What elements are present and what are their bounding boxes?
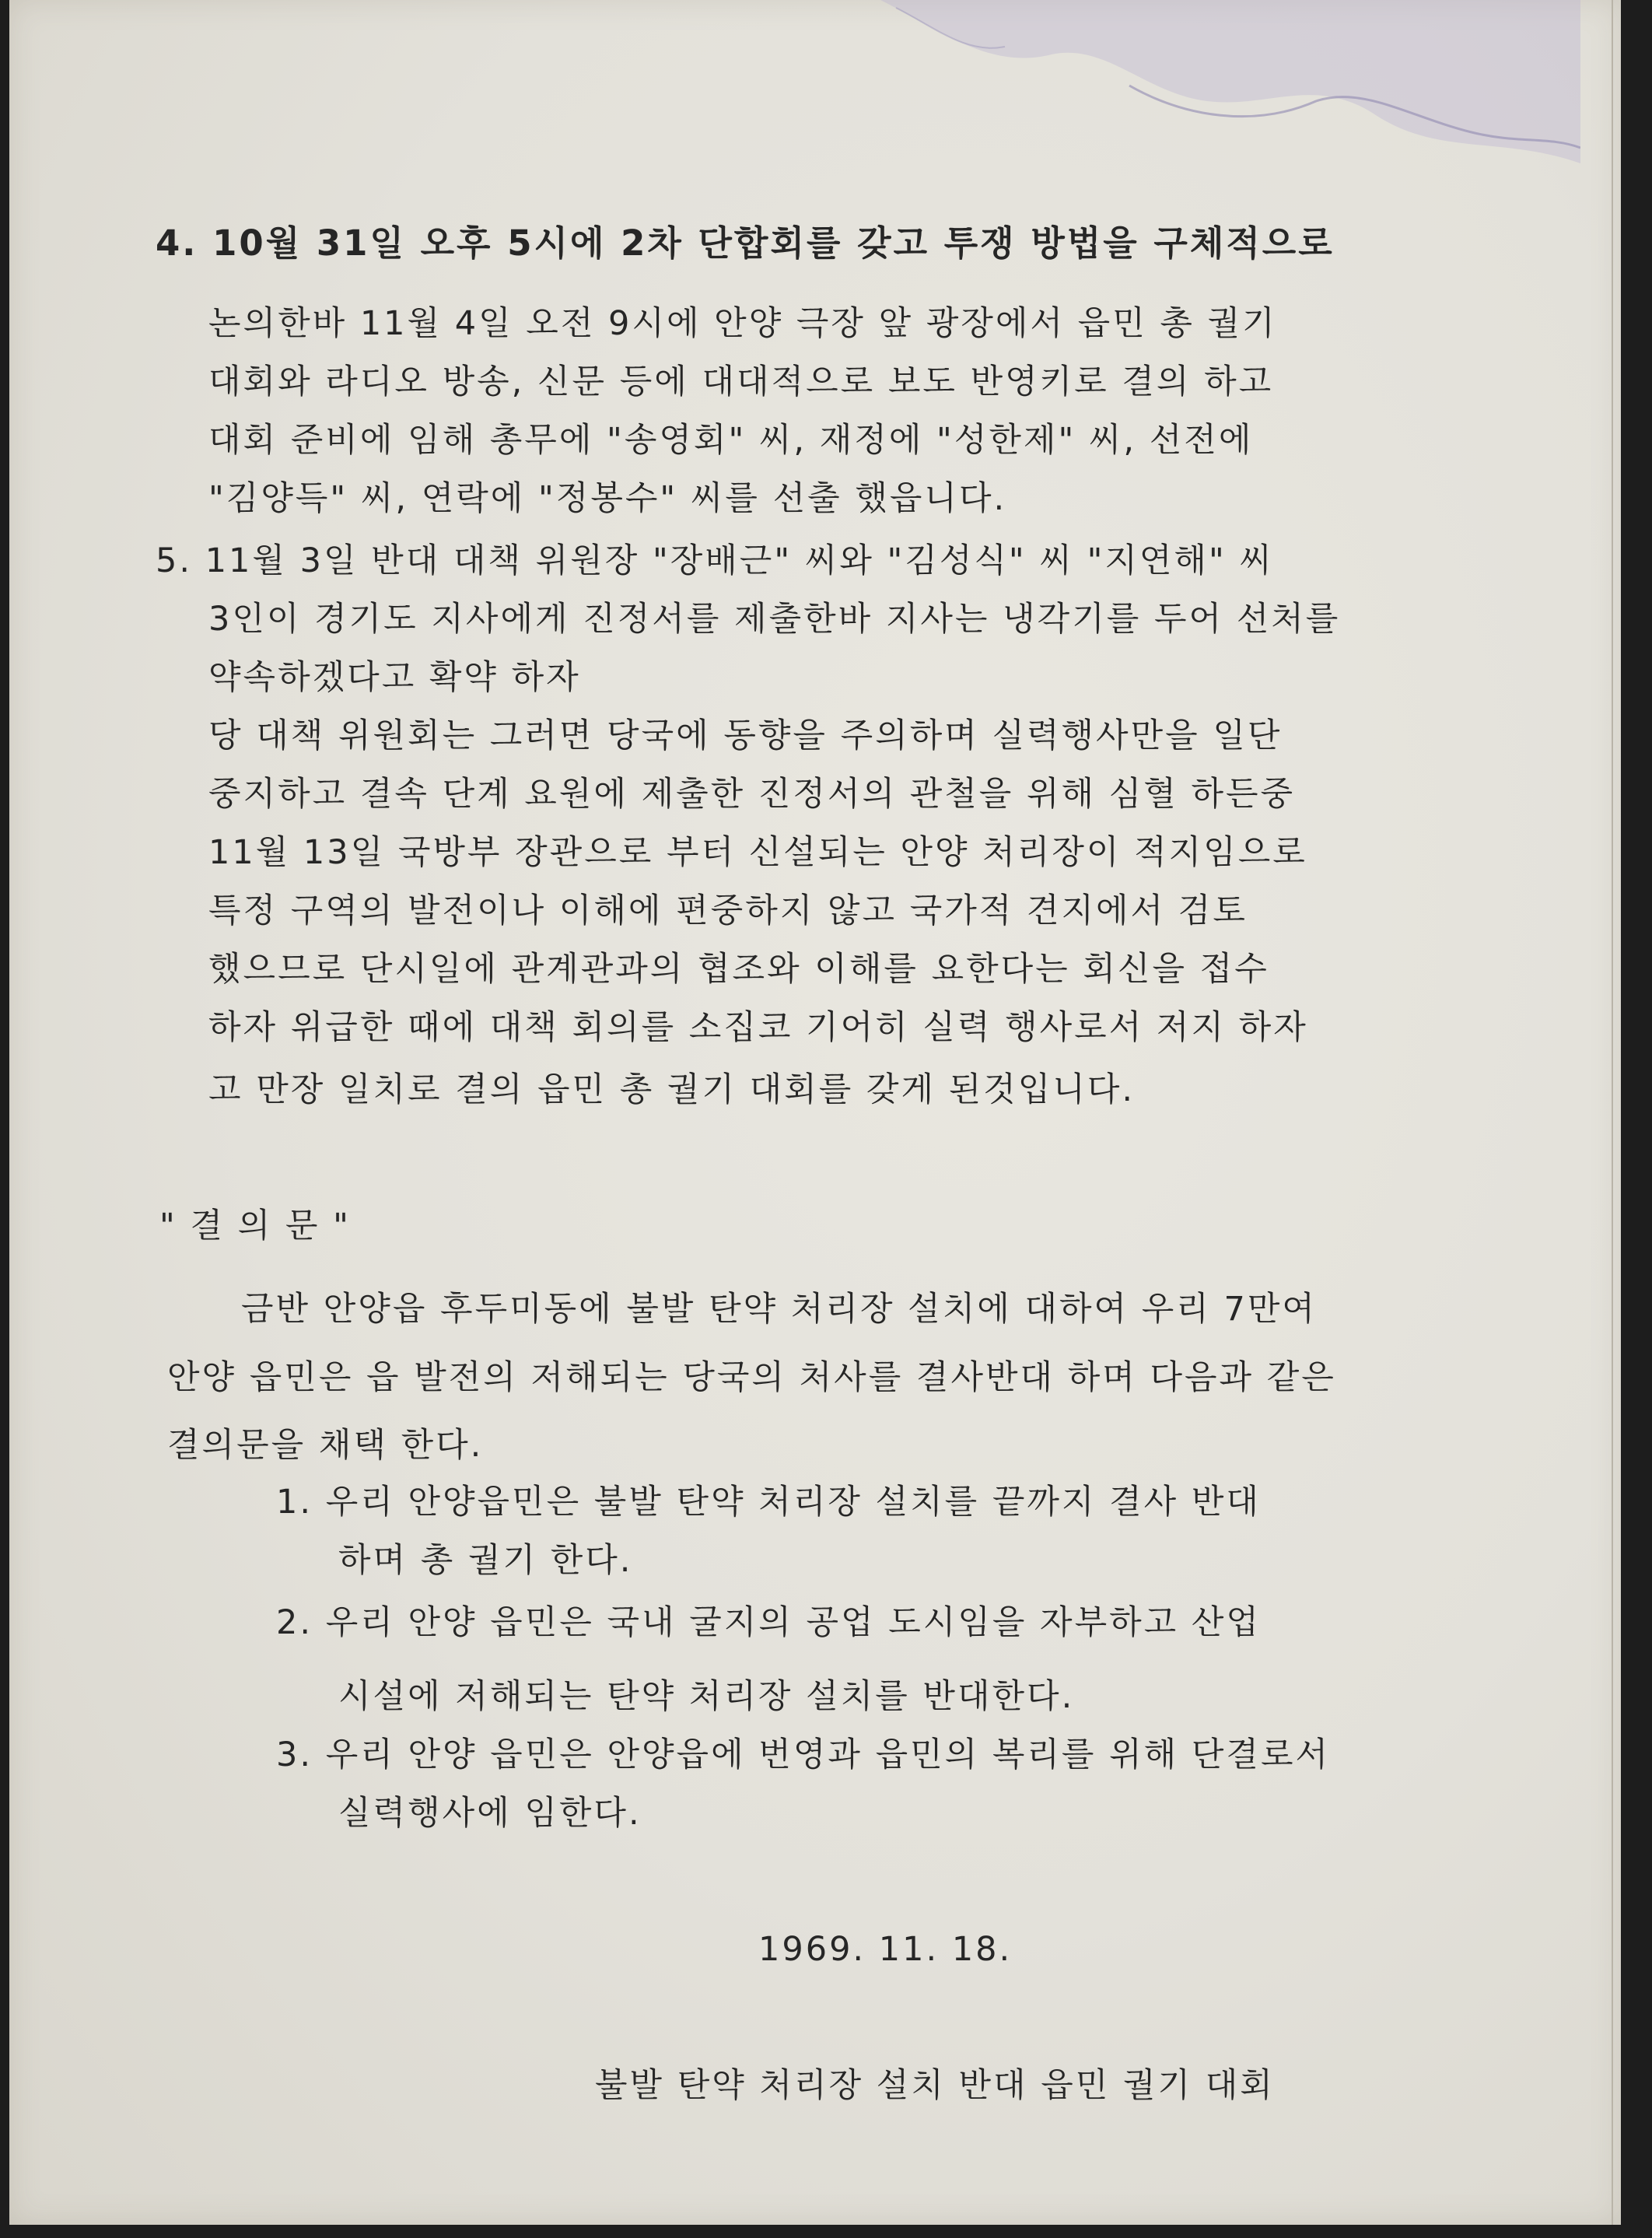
section-5-line-9: 하자 위급한 때에 대책 회의를 소집코 기어히 실력 행사로서 저지 하자	[208, 1008, 1308, 1047]
resolution-title: " 결 의 문 "	[159, 1207, 351, 1245]
resolution-item-3-line-2: 실력행사에 임한다.	[338, 1794, 642, 1833]
paper-edge	[1612, 0, 1613, 2225]
section-4-line-4: 대회 준비에 임해 총무에 "송영회" 씨, 재정에 "성한제" 씨, 선전에	[208, 421, 1254, 460]
section-4-line-2: 논의한바 11월 4일 오전 9시에 안양 극장 앞 광장에서 읍민 총 궐기	[208, 304, 1277, 343]
resolution-item-2-line-1: 2. 우리 안양 읍민은 국내 굴지의 공업 도시임을 자부하고 산업	[276, 1603, 1261, 1642]
resolution-signature: 불발 탄약 처리장 설치 반대 읍민 궐기 대회	[595, 2066, 1275, 2105]
section-5-line-8: 했으므로 단시일에 관계관과의 협조와 이해를 요한다는 회신을 접수	[208, 950, 1269, 989]
resolution-date: 1969. 11. 18.	[758, 1930, 1013, 1969]
section-5-line-2: 3인이 경기도 지사에게 진정서를 제출한바 지사는 냉각기를 두어 선처를	[208, 600, 1341, 639]
section-5-line-4: 당 대책 위원회는 그러면 당국에 동향을 주의하며 실력행사만을 일단	[208, 716, 1283, 755]
ink-stain	[849, 0, 1580, 179]
section-5-line-5: 중지하고 결속 단계 요원에 제출한 진정서의 관철을 위해 심혈 하든중	[208, 775, 1296, 814]
section-4-line-5: "김양득" 씨, 연락에 "정봉수" 씨를 선출 했읍니다.	[208, 479, 1007, 518]
section-4-line-1: 4. 10월 31일 오후 5시에 2차 단합회를 갖고 투쟁 방법을 구체적으로	[156, 222, 1335, 264]
section-5-line-3: 약속하겠다고 확약 하자	[208, 658, 581, 697]
section-5-line-10: 고 만장 일치로 결의 읍민 총 궐기 대회를 갖게 된것입니다.	[208, 1070, 1136, 1109]
resolution-item-1-line-1: 1. 우리 안양읍민은 불발 탄약 처리장 설치를 끝까지 결사 반대	[276, 1483, 1261, 1522]
resolution-intro-line-2: 안양 읍민은 읍 발전의 저해되는 당국의 처사를 결사반대 하며 다음과 같은	[167, 1358, 1336, 1397]
resolution-intro-line-3: 결의문을 채택 한다.	[167, 1426, 484, 1465]
section-5-line-1: 5. 11월 3일 반대 대책 위원장 "장배근" 씨와 "김성식" 씨 "지연해" 씨	[156, 541, 1274, 580]
section-5-line-7: 특정 구역의 발전이나 이해에 편중하지 않고 국가적 견지에서 검토	[208, 891, 1248, 930]
section-5-line-6: 11월 13일 국방부 장관으로 부터 신설되는 안양 처리장이 적지임으로	[208, 833, 1307, 872]
resolution-intro-line-1: 금반 안양읍 후두미동에 불발 탄약 처리장 설치에 대하여 우리 7만여	[241, 1290, 1317, 1329]
resolution-item-2-line-2: 시설에 저해되는 탄약 처리장 설치를 반대한다.	[338, 1677, 1075, 1716]
resolution-item-3-line-1: 3. 우리 안양 읍민은 안양읍에 번영과 읍민의 복리를 위해 단결로서	[276, 1735, 1331, 1774]
section-4-line-3: 대회와 라디오 방송, 신문 등에 대대적으로 보도 반영키로 결의 하고	[208, 362, 1274, 401]
resolution-item-1-line-2: 하며 총 궐기 한다.	[338, 1541, 633, 1580]
